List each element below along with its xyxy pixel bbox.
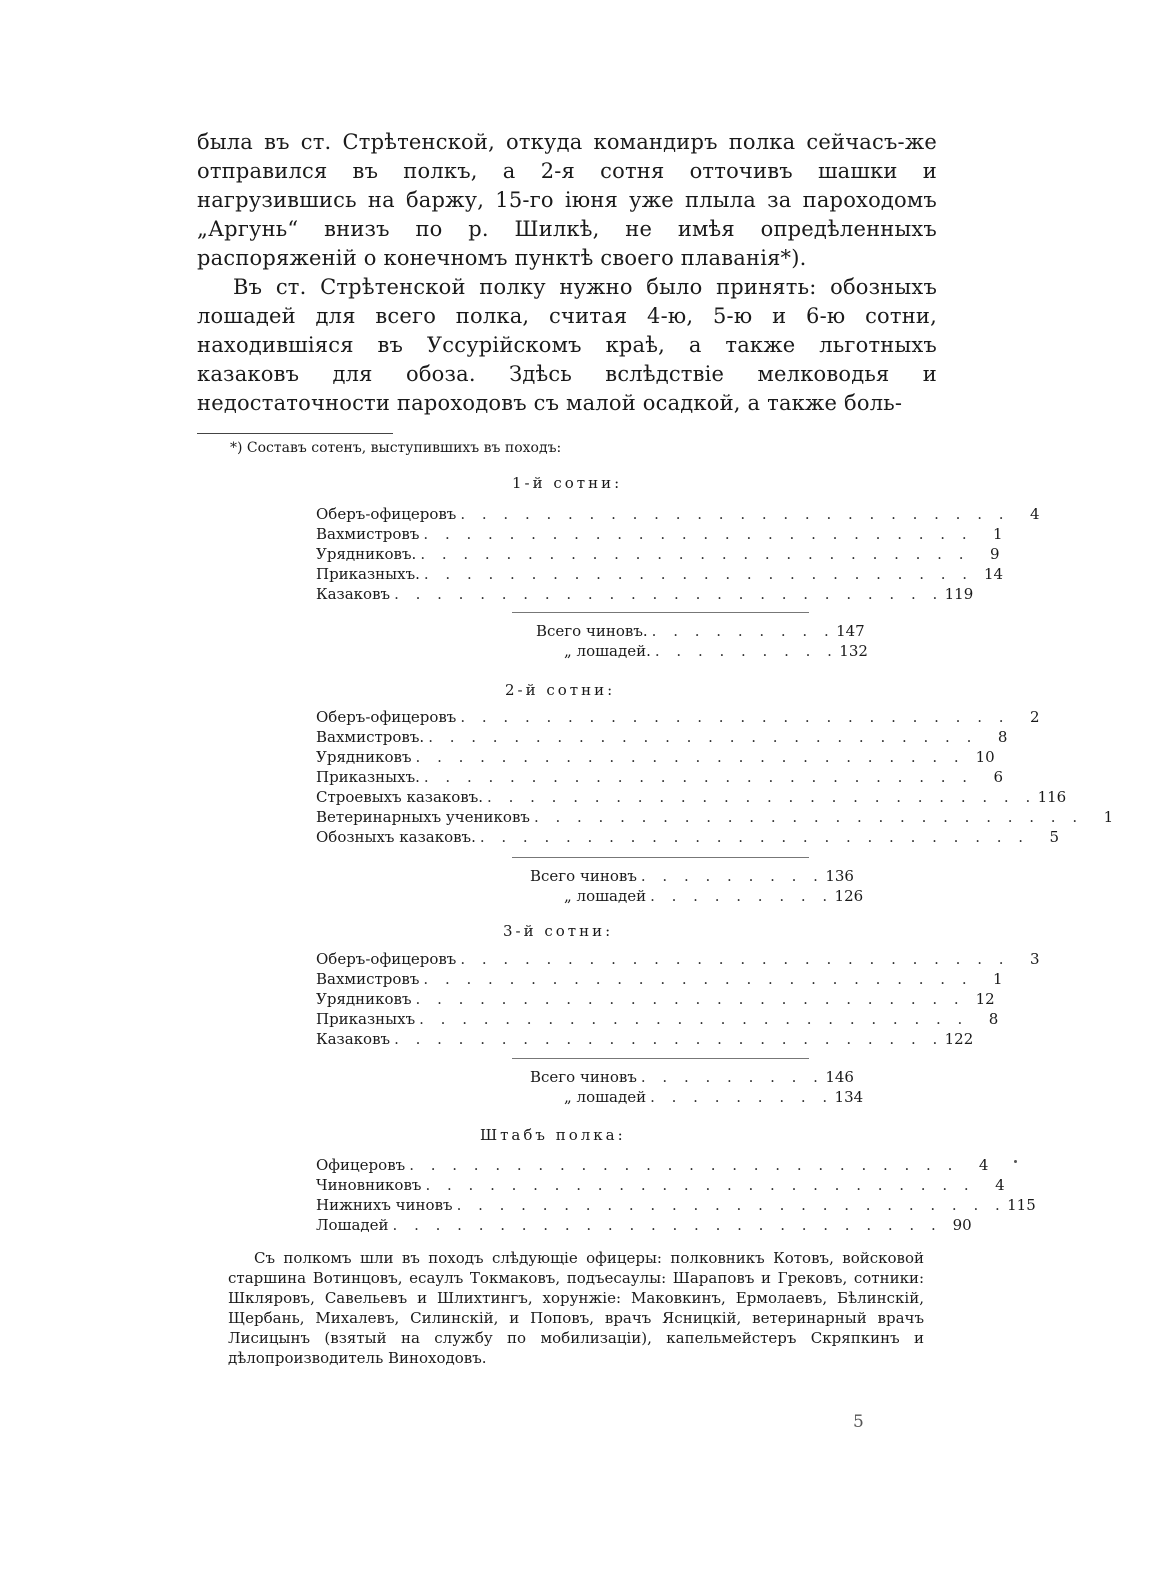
leader-dots: . . . . . . . . . [640, 867, 824, 885]
total-row [520, 887, 864, 907]
total-label: Всего чиновъ [530, 867, 637, 885]
row-label: Оберъ-офицеровъ [316, 505, 457, 523]
row-label: Нижнихъ чиновъ [316, 1196, 453, 1214]
table-row [316, 768, 1004, 788]
leader-dots: . . . . . . . . . . . . . . . . . . . . . . . . . . [479, 828, 1030, 846]
leader-dots: . . . . . . . . . . . . . . . . . . . . . . . . . . [419, 1010, 969, 1028]
total-row [520, 867, 854, 887]
leader-dots: . . . . . . . . . . . . . . . . . . . . . . . . . . [533, 808, 1084, 826]
section-1-totals [520, 622, 868, 662]
row-value: 116 [1037, 788, 1067, 806]
officers-paragraph: Съ полкомъ шли въ походъ слѣдующіе офицеры: полковникъ Котовъ, войсковой старшина Вотинцовъ, есаулъ Токмаковъ, подъесаулы: Шараповъ и Грековъ, сотники: Шкляровъ, Савельевъ и Шлихтингъ, хорунжіе: Маковкинъ, Ермолаевъ, Бѣлинскій, Щербань, Михалевъ, Силинскій, и Поповъ, врачъ Ясницкій, ветеринарный врачъ Лисицынъ (взятый на службу по мобилизаціи), капельмейстеръ Скряпкинъ и дѣлопроизводитель Виноходовъ. [228, 1249, 924, 1367]
row-value: 5 [1049, 828, 1060, 846]
row-label: Офицеровъ [316, 1156, 406, 1174]
total-label: Всего чиновъ [530, 1068, 637, 1086]
row-label: Приказныхъ. [316, 768, 420, 786]
row-label: Вахмистровъ. [316, 728, 425, 746]
scan-speck [1014, 1160, 1017, 1163]
leader-dots: . . . . . . . . . . . . . . . . . . . . . . . . . . [456, 1196, 1006, 1214]
table-row [316, 708, 1040, 728]
row-value: 119 [944, 585, 974, 603]
total-label: „ лошадей. [564, 642, 651, 660]
row-value: 8 [988, 1010, 999, 1028]
section-4-title: Штабъ полка: [480, 1126, 626, 1144]
leader-dots: . . . . . . . . . . . . . . . . . . . . . . . . . . [487, 788, 1037, 806]
row-value: 1 [993, 970, 1003, 988]
total-row [520, 642, 868, 662]
footnote-intro: *) Составъ сотенъ, выступившихъ въ походъ: [230, 440, 562, 456]
table-row [316, 585, 974, 605]
total-row [520, 1068, 854, 1088]
paragraph-2: Въ ст. Стрѣтенской полку нужно было принять: обозныхъ лошадей для всего полка, считая 4-ю, 5-ю и 6-ю сотни, находившіяся въ Уссурійскомъ краѣ, а также льготныхъ казаковъ для обоза. Здѣсь вслѣдствіе мелководья и недостаточности пароходовъ съ малой осадкой, а также боль- [197, 275, 937, 415]
leader-dots: . . . . . . . . . . . . . . . . . . . . . . . . . . [460, 505, 1010, 523]
total-value: 134 [834, 1088, 864, 1106]
row-value: 115 [1007, 1196, 1036, 1214]
total-label: „ лошадей [564, 887, 647, 905]
leader-dots: . . . . . . . . . . . . . . . . . . . . . . . . . . [428, 728, 978, 746]
row-value: 4 [1029, 505, 1040, 523]
footnote-separator [197, 433, 393, 434]
row-label: Урядниковъ [316, 990, 412, 1008]
row-value: 10 [975, 748, 995, 766]
table-row [316, 970, 1003, 990]
sum-rule [512, 612, 809, 613]
leader-dots: . . . . . . . . . [651, 622, 835, 640]
section-2-title: 2-й сотни: [505, 681, 616, 699]
paragraph-1: была въ ст. Стрѣтенской, откуда командиръ полка сейчасъ-же отправился въ полкъ, а 2-я сотня отточивъ шашки и нагрузившись на баржу, 15-го іюня уже плыла за пароходомъ „Аргунь“ внизъ по р. Шилкѣ, не имѣя опредѣленныхъ распоряженій о конечномъ пунктѣ своего плаванія*). [197, 130, 937, 270]
section-3-title: 3-й сотни: [503, 922, 614, 940]
table-row [316, 1030, 974, 1050]
row-value: 3 [1029, 950, 1040, 968]
table-row [316, 748, 995, 768]
table-row [316, 950, 1040, 970]
leader-dots: . . . . . . . . . [650, 1088, 834, 1106]
table-row [316, 728, 1008, 748]
leader-dots: . . . . . . . . . [650, 887, 834, 905]
table-row [316, 1156, 989, 1176]
sum-rule [512, 1058, 809, 1059]
table-row [316, 788, 1067, 808]
row-value: 1 [1103, 808, 1114, 826]
row-label: Урядниковъ [316, 748, 412, 766]
total-value: 136 [825, 867, 854, 885]
row-value: 6 [993, 768, 1004, 786]
row-label: Лошадей [316, 1216, 389, 1234]
total-value: 126 [834, 887, 864, 905]
table-row [316, 505, 1040, 525]
row-label: Оберъ-офицеровъ [316, 950, 457, 968]
total-label: Всего чиновъ. [536, 622, 648, 640]
leader-dots: . . . . . . . . . . . . . . . . . . . . . . . . . . [415, 748, 965, 766]
row-label: Казаковъ [316, 585, 391, 603]
section-3-totals [520, 1068, 864, 1108]
total-value: 132 [839, 642, 868, 660]
row-value: 1 [993, 525, 1003, 543]
leader-dots: . . . . . . . . . . . . . . . . . . . . . . . . . . [423, 768, 974, 786]
leader-dots: . . . . . . . . . . . . . . . . . . . . . . . . . . [409, 1156, 959, 1174]
officers-list [228, 1248, 924, 1368]
leader-dots: . . . . . . . . . . . . . . . . . . . . . . . . . . [394, 1030, 944, 1048]
row-label: Строевыхъ казаковъ. [316, 788, 484, 806]
row-value: 14 [983, 565, 1004, 583]
row-value: 4 [995, 1176, 1005, 1194]
row-value: 90 [952, 1216, 972, 1234]
row-label: Приказныхъ. [316, 565, 420, 583]
total-label: „ лошадей [564, 1088, 647, 1106]
row-value: 2 [1029, 708, 1040, 726]
leader-dots: . . . . . . . . . . . . . . . . . . . . . . . . . . [394, 585, 944, 603]
row-value: 4 [978, 1156, 989, 1174]
sum-rule [512, 857, 809, 858]
section-4-rows [316, 1156, 1036, 1236]
total-value: 146 [825, 1068, 854, 1086]
row-label: Чиновниковъ [316, 1176, 422, 1194]
leader-dots: . . . . . . . . . . . . . . . . . . . . . . . . . . [423, 525, 973, 543]
leader-dots: . . . . . . . . . . . . . . . . . . . . . . . . . . [420, 545, 970, 563]
row-label: Приказныхъ [316, 1010, 416, 1028]
row-label: Вахмистровъ [316, 525, 420, 543]
main-text [197, 128, 937, 418]
section-3-rows [316, 950, 1040, 1050]
leader-dots: . . . . . . . . . [654, 642, 838, 660]
leader-dots: . . . . . . . . . . . . . . . . . . . . . . . . . . [423, 565, 974, 583]
table-row [316, 525, 1003, 545]
row-value: 122 [944, 1030, 974, 1048]
table-row [316, 828, 1060, 848]
leader-dots: . . . . . . . . . . . . . . . . . . . . . . . . . . [392, 1216, 942, 1234]
table-row [316, 545, 1000, 565]
table-row [316, 1176, 1005, 1196]
leader-dots: . . . . . . . . . . . . . . . . . . . . . . . . . . [425, 1176, 975, 1194]
table-row [316, 565, 1004, 585]
row-value: 8 [997, 728, 1008, 746]
leader-dots: . . . . . . . . . . . . . . . . . . . . . . . . . . [423, 970, 973, 988]
row-label: Казаковъ [316, 1030, 391, 1048]
leader-dots: . . . . . . . . . . . . . . . . . . . . . . . . . . [415, 990, 965, 1008]
total-value: 147 [836, 622, 865, 640]
table-row [316, 808, 1114, 828]
leader-dots: . . . . . . . . . . . . . . . . . . . . . . . . . . [460, 950, 1010, 968]
leader-dots: . . . . . . . . . . . . . . . . . . . . . . . . . . [460, 708, 1010, 726]
row-label: Вахмистровъ [316, 970, 420, 988]
row-label: Обозныхъ казаковъ. [316, 828, 476, 846]
section-1-title: 1-й сотни: [512, 474, 623, 492]
leader-dots: . . . . . . . . . [640, 1068, 824, 1086]
row-value: 9 [989, 545, 1000, 563]
page-number: 5 [853, 1412, 864, 1432]
table-row [316, 1216, 972, 1236]
total-row [520, 1088, 864, 1108]
table-row [316, 1010, 999, 1030]
table-row [316, 1196, 1036, 1216]
row-label: Оберъ-офицеровъ [316, 708, 457, 726]
row-label: Ветеринарныхъ учениковъ [316, 808, 530, 826]
section-2-rows [316, 708, 1114, 848]
row-value: 12 [975, 990, 995, 1008]
table-row [316, 990, 995, 1010]
section-2-totals [520, 867, 864, 907]
row-label: Урядниковъ. [316, 545, 417, 563]
total-row [520, 622, 865, 642]
section-1-rows [316, 505, 1040, 605]
